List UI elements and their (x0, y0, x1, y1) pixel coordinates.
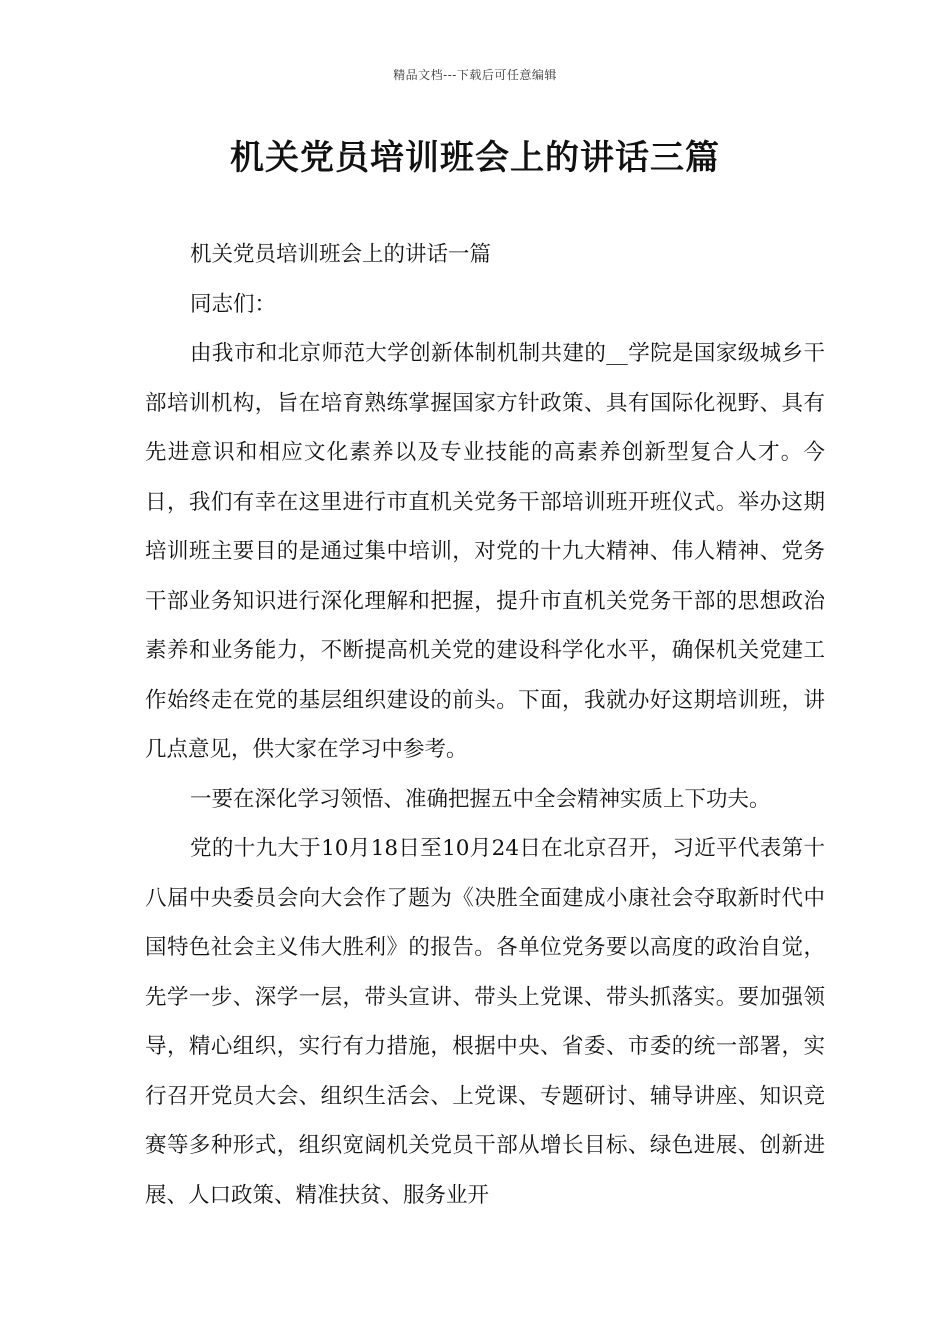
paragraph-intro: 由我市和北京师范大学创新体制机制共建的__学院是国家级城乡干部培训机构，旨在培育熟练掌握国家方针政策、具有国际化视野、具有先进意识和相应文化素养以及专业技能的高素养创新型复合人才。今日，我们有幸在这里进行市直机关党务干部培训班开班仪式。举办这期培训班主要目的是通过集中培训，对党的十九大精神、伟人精神、党务干部业务知识进行深化理解和把握，提升市直机关党务干部的思想政治素养和业务能力，不断提高机关党的建设科学化水平，确保机关党建工作始终走在党的基层组织建设的前头。下面，我就办好这期培训班，讲几点意见，供大家在学习中参考。 (145, 341, 825, 762)
paragraph-point-one: 一要在深化学习领悟、准确把握五中全会精神实质上下功夫。 (190, 786, 771, 812)
document-body (145, 230, 825, 1220)
section-heading: 机关党员培训班会上的讲话一篇 (190, 242, 492, 267)
salutation: 同志们： (190, 291, 277, 317)
header-note: 精品文档---下载后可任意编辑 (393, 68, 557, 82)
document-title: 机关党员培训班会上的讲话三篇 (230, 138, 720, 178)
paragraph-congress: 党的十九大于10月18日至10月24日在北京召开，习近平代表第十八届中央委员会向大会作了题为《决胜全面建成小康社会夺取新时代中国特色社会主义伟大胜利》的报告。各单位党务要以高度的政治自觉，先学一步、深学一层，带头宣讲、带头上党课、带头抓落实。要加强领导，精心组织，实行有力措施，根据中央、省委、市委的统一部署，实行召开党员大会、组织生活会、上党课、专题研讨、辅导讲座、知识竞赛等多种形式，组织宽阔机关党员干部从增长目标、绿色进展、创新进展、人口政策、精准扶贫、服务业开 (145, 836, 825, 1208)
